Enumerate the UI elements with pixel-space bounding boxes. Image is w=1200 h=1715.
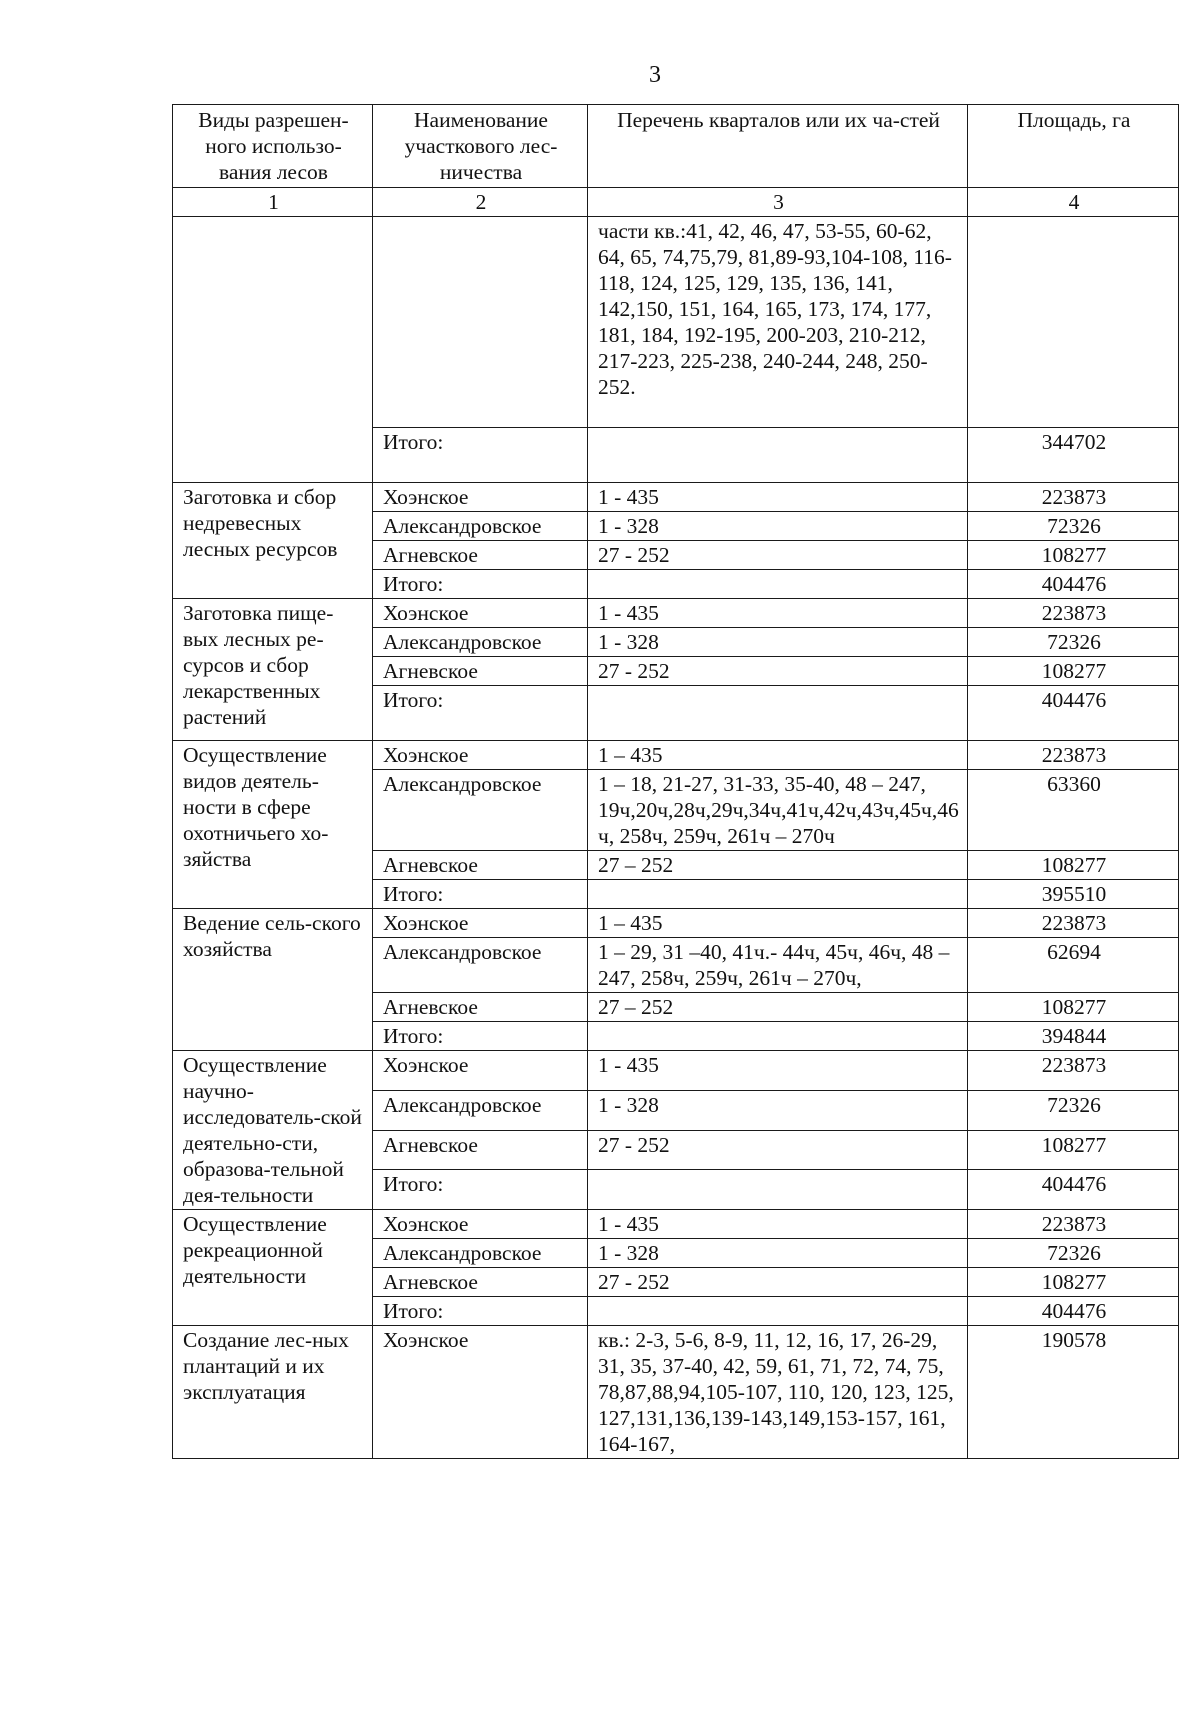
quarters-cell: 27 - 252 [588, 657, 968, 686]
use-type-cell: Заготовка пище-вых лесных ре-сурсов и сбор лекарственных растений [173, 599, 373, 741]
quarters-cell: 1 – 29, 31 –40, 41ч.- 44ч, 45ч, 46ч, 48 – 247, 258ч, 259ч, 261ч – 270ч, [588, 938, 968, 993]
quarters-cell [588, 570, 968, 599]
quarters-cell [588, 1170, 968, 1210]
use-type-cell: Осуществление научно-исследователь-ской деятельно-сти, образова-тельной дея-тельности [173, 1051, 373, 1210]
forestry-cell: Хоэнское [373, 599, 588, 628]
area-cell: 223873 [968, 741, 1179, 770]
quarters-cell: 1 - 435 [588, 1051, 968, 1091]
table-header-row [173, 105, 1179, 188]
table-row [173, 909, 1179, 938]
total-area: 404476 [968, 1170, 1179, 1210]
forest-use-table [172, 104, 1179, 1459]
quarters-cell: 27 – 252 [588, 851, 968, 880]
area-cell: 223873 [968, 1051, 1179, 1091]
quarters-cell: 27 - 252 [588, 1130, 968, 1170]
area-cell: 72326 [968, 1239, 1179, 1268]
quarters-cell: 1 - 328 [588, 628, 968, 657]
total-label: Итого: [373, 570, 588, 599]
use-type-cell [173, 217, 373, 483]
area-cell: 108277 [968, 657, 1179, 686]
forestry-cell: Александровское [373, 512, 588, 541]
forestry-cell: Хоэнское [373, 483, 588, 512]
quarters-cell: 1 - 328 [588, 1090, 968, 1130]
area-cell: 108277 [968, 851, 1179, 880]
quarters-cell: 1 - 435 [588, 599, 968, 628]
table-row [173, 1326, 1179, 1459]
forestry-cell: Агневское [373, 851, 588, 880]
forestry-cell: Хоэнское [373, 741, 588, 770]
total-area: 395510 [968, 880, 1179, 909]
continuation-row [173, 217, 1179, 428]
table-row [173, 1051, 1179, 1091]
quarters-cell [588, 1297, 968, 1326]
quarters-cell: 1 - 435 [588, 1210, 968, 1239]
table-row [173, 483, 1179, 512]
area-cell: 108277 [968, 541, 1179, 570]
total-area: 404476 [968, 1297, 1179, 1326]
table-row [173, 599, 1179, 628]
total-area: 404476 [968, 686, 1179, 741]
forestry-cell: Агневское [373, 1268, 588, 1297]
header-area: Площадь, га [968, 105, 1179, 188]
header-quarters-list: Перечень кварталов или их ча-стей [588, 105, 968, 188]
forestry-cell: Хоэнское [373, 909, 588, 938]
total-label: Итого: [373, 686, 588, 741]
forestry-cell: Александровское [373, 628, 588, 657]
quarters-cell: 1 - 435 [588, 483, 968, 512]
column-number: 3 [588, 188, 968, 217]
quarters-cell: 27 - 252 [588, 1268, 968, 1297]
forestry-cell: Агневское [373, 541, 588, 570]
area-cell: 108277 [968, 1130, 1179, 1170]
quarters-cell: 1 – 18, 21-27, 31-33, 35-40, 48 – 247, 19ч,20ч,28ч,29ч,34ч,41ч,42ч,43ч,45ч,46ч, 258ч, 259ч, 261ч – 270ч [588, 770, 968, 851]
use-type-cell: Осуществление видов деятель-ности в сфере охотничьего хо-зяйства [173, 741, 373, 909]
use-type-cell: Заготовка и сбор недревесных лесных ресурсов [173, 483, 373, 599]
header-use-type: Виды разрешен-ного использо-вания лесов [173, 105, 373, 188]
quarters-cell: 27 - 252 [588, 541, 968, 570]
area-cell: 108277 [968, 993, 1179, 1022]
total-label: Итого: [373, 880, 588, 909]
total-label: Итого: [373, 1022, 588, 1051]
forestry-cell: Хоэнское [373, 1210, 588, 1239]
quarters-cell: кв.: 2-3, 5-6, 8-9, 11, 12, 16, 17, 26-29, 31, 35, 37-40, 42, 59, 61, 71, 72, 74, 75, 78,87,88,94,105-107, 110, 120, 123, 125, 127,131,136,139-143,149,153-157, 161, 164-167, [588, 1326, 968, 1459]
area-cell: 223873 [968, 909, 1179, 938]
forestry-cell [373, 217, 588, 428]
forestry-cell: Александровское [373, 938, 588, 993]
forestry-cell: Александровское [373, 1239, 588, 1268]
table-row [173, 1210, 1179, 1239]
area-cell: 63360 [968, 770, 1179, 851]
quarters-cell [588, 217, 968, 428]
quarters-cell: 1 - 328 [588, 1239, 968, 1268]
column-number: 2 [373, 188, 588, 217]
quarters-cell [588, 1022, 968, 1051]
column-number: 4 [968, 188, 1179, 217]
quarters-cell [588, 428, 968, 483]
forestry-cell: Агневское [373, 993, 588, 1022]
forestry-cell: Хоэнское [373, 1326, 588, 1459]
forestry-cell: Александровское [373, 1090, 588, 1130]
continuation-quarters: части кв.:41, 42, 46, 47, 53-55, 60-62, 64, 65, 74,75,79, 81,89-93,104-108, 116-118, 124, 125, 129, 135, 136, 141, 142,150, 151, 164, 165, 173, 174, 177, 181, 184, 192-195, 200-203, 210-212, 217-223, 225-238, 240-244, 248, 250-252. [598, 219, 952, 399]
quarters-cell [588, 880, 968, 909]
use-type-cell: Осуществление рекреационной деятельности [173, 1210, 373, 1326]
total-area: 394844 [968, 1022, 1179, 1051]
total-label: Итого: [373, 1170, 588, 1210]
forestry-cell: Хоэнское [373, 1051, 588, 1091]
table-row [173, 741, 1179, 770]
use-type-cell: Создание лес-ных плантаций и их эксплуатация [173, 1326, 373, 1459]
total-area: 404476 [968, 570, 1179, 599]
area-cell: 72326 [968, 512, 1179, 541]
quarters-cell: 1 - 328 [588, 512, 968, 541]
header-forestry-name: Наименование участкового лес-ничества [373, 105, 588, 188]
area-cell [968, 217, 1179, 428]
quarters-cell: 27 – 252 [588, 993, 968, 1022]
area-cell: 190578 [968, 1326, 1179, 1459]
forestry-cell: Александровское [373, 770, 588, 851]
use-type-cell: Ведение сель-ского хозяйства [173, 909, 373, 1051]
area-cell: 223873 [968, 1210, 1179, 1239]
forestry-cell: Агневское [373, 1130, 588, 1170]
total-area: 344702 [968, 428, 1179, 483]
quarters-cell: 1 – 435 [588, 741, 968, 770]
area-cell: 62694 [968, 938, 1179, 993]
column-number-row [173, 188, 1179, 217]
area-cell: 223873 [968, 483, 1179, 512]
area-cell: 108277 [968, 1268, 1179, 1297]
forestry-cell: Агневское [373, 657, 588, 686]
column-number: 1 [173, 188, 373, 217]
total-label: Итого: [373, 1297, 588, 1326]
total-label: Итого: [373, 428, 588, 483]
area-cell: 223873 [968, 599, 1179, 628]
area-cell: 72326 [968, 628, 1179, 657]
quarters-cell: 1 – 435 [588, 909, 968, 938]
page-number: 3 [649, 62, 661, 88]
area-cell: 72326 [968, 1090, 1179, 1130]
quarters-cell [588, 686, 968, 741]
